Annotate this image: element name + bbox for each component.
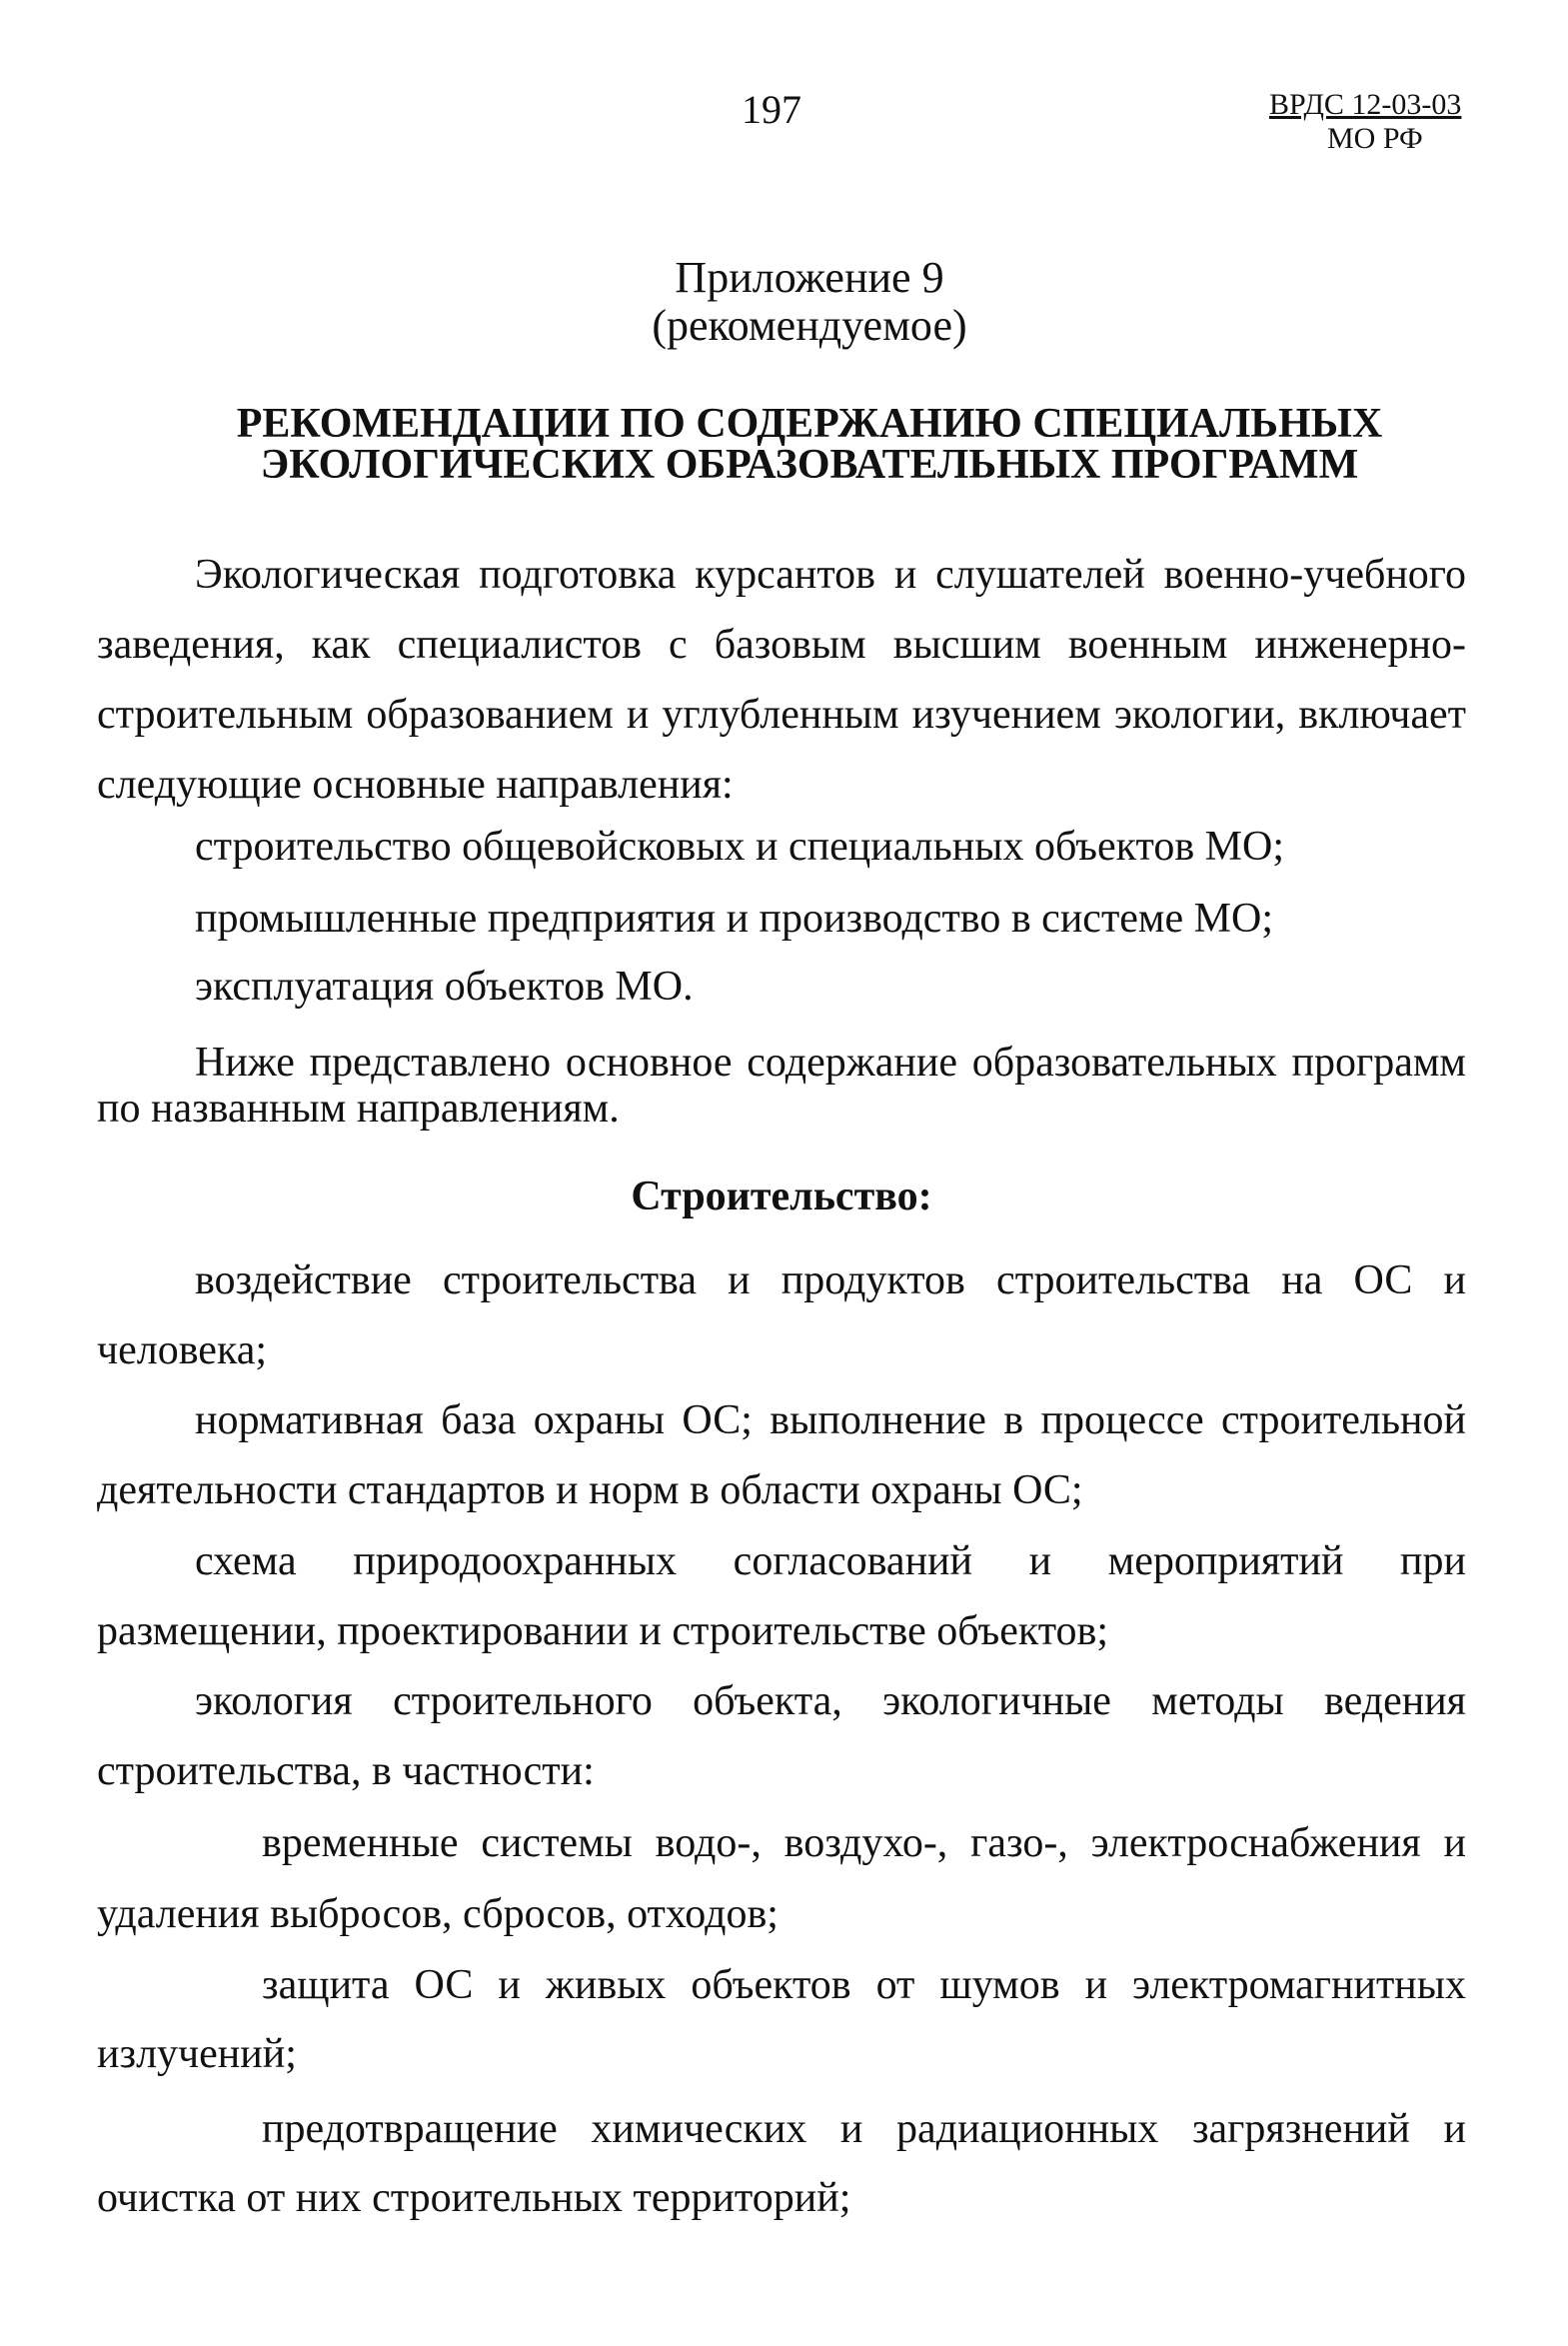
section-heading-line1: РЕКОМЕНДАЦИИ ПО СОДЕРЖАНИЮ СПЕЦИАЛЬНЫХ — [236, 401, 1383, 447]
list-item: воздействие строительства и продуктов строительства на ОС и человека; — [97, 1257, 1466, 1373]
sub-list-item: предотвращение химических и радиационных загрязнений и очистка от них строительных территорий; — [97, 2106, 1466, 2221]
list-item: схема природоохранных согласований и мероприятий при размещении, проектировании и строительстве объектов; — [97, 1538, 1466, 1654]
direction-item: эксплуатация объектов МО. — [195, 964, 694, 1010]
doc-code: ВРДС 12-03-03 — [1269, 88, 1462, 121]
below-paragraph: Ниже представлено основное содержание образовательных программ по названным направлениям. — [97, 1040, 1466, 1132]
list-item: нормативная база охраны ОС; выполнение в процессе строительной деятельности стандартов и норм в области охраны ОС; — [97, 1397, 1466, 1513]
doc-org: МО РФ — [1327, 122, 1423, 155]
section-heading-line2: ЭКОЛОГИЧЕСКИХ ОБРАЗОВАТЕЛЬНЫХ ПРОГРАММ — [260, 442, 1359, 488]
intro-paragraph: Экологическая подготовка курсантов и слушателей военно-учебного заведения, как специалистов с базовым высшим военным инженерно-строительным образованием и углубленным изучением экологии, включает следующие основные направления: — [97, 552, 1466, 808]
direction-item: промышленные предприятия и производство в системе МО; — [195, 896, 1273, 942]
subsection-title: Строительство: — [631, 1173, 932, 1219]
appendix-title: Приложение 9 — [675, 253, 944, 302]
list-item: экология строительного объекта, экологичные методы ведения строительства, в частности: — [97, 1678, 1466, 1794]
page-number: 197 — [742, 87, 801, 132]
sub-list-item: защита ОС и живых объектов от шумов и электромагнитных излучений; — [97, 1962, 1466, 2077]
sub-list-item: временные системы водо-, воздухо-, газо-, электроснабжения и удаления выбросов, сбросов, отходов; — [97, 1820, 1466, 1937]
direction-item: строительство общевойсковых и специальных объектов МО; — [195, 824, 1284, 870]
appendix-subtitle: (рекомендуемое) — [652, 301, 967, 350]
